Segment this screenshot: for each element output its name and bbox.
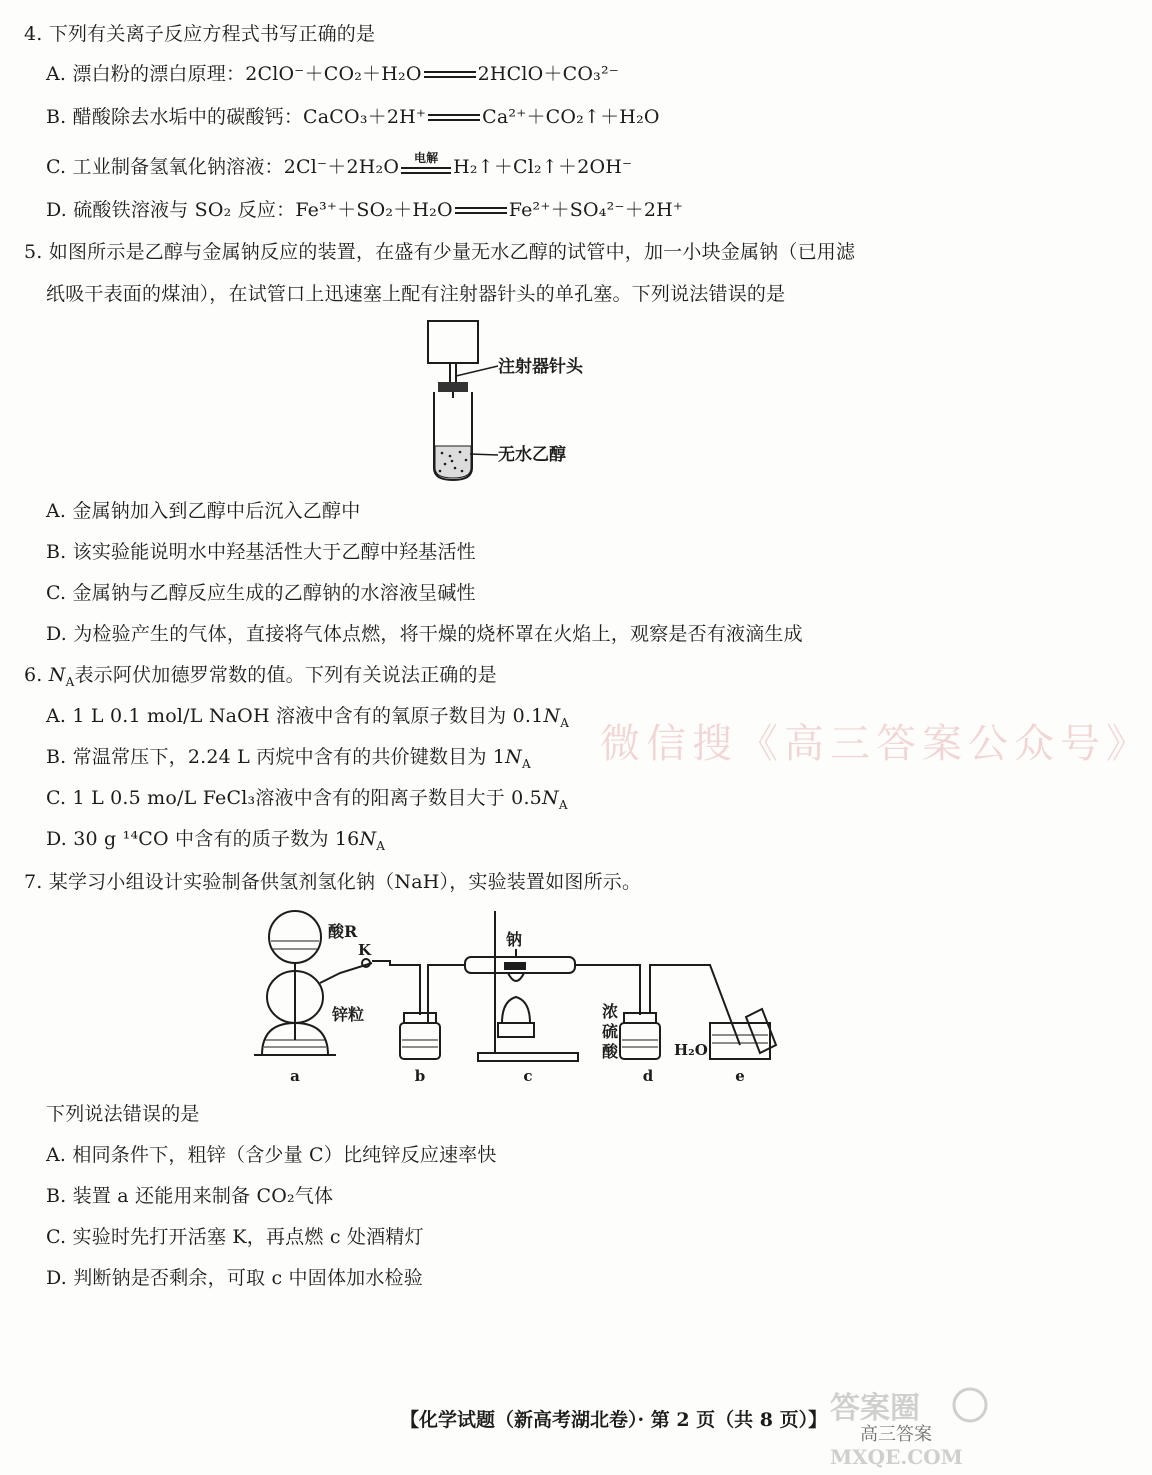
q7-option-a: A. 相同条件下，粗锌（含少量 C）比纯锌反应速率快: [46, 1144, 497, 1166]
q5-option-c: C. 金属钠与乙醇反应生成的乙醇钠的水溶液呈碱性: [46, 582, 476, 604]
equals-sign: [455, 204, 507, 218]
na-subscript: A: [558, 797, 568, 812]
ethanol-leader: [470, 454, 498, 455]
q4-c-label: C. 工业制备氢氧化钠溶液：: [46, 156, 284, 178]
flame: [508, 973, 524, 981]
bottle-b-liquid: [402, 1040, 438, 1047]
q7-option-b: B. 装置 a 还能用来制备 CO₂气体: [46, 1185, 334, 1207]
q5-option-d: D. 为检验产生的气体，直接将气体点燃，将干燥的烧杯罩在火焰上，观察是否有液滴生成: [46, 623, 803, 645]
na-subscript: A: [560, 715, 570, 730]
tube-a-b: [372, 961, 420, 1015]
q4-c-lhs: 2Cl⁻＋2H₂O: [283, 156, 400, 178]
alcohol-lamp: [502, 997, 530, 1023]
bottle-b: [400, 1023, 440, 1059]
label-conc-3: 酸: [602, 1042, 619, 1061]
q6-option-d: [46, 827, 385, 851]
q6-option-a: [46, 704, 569, 728]
electrolysis-condition: 电解: [413, 151, 439, 165]
q6-a-text: A. 1 L 0.1 mol/L NaOH 溶液中含有的氧原子数目为 0.1: [46, 705, 544, 727]
na-symbol: N: [543, 705, 561, 727]
label-ethanol: 无水乙醇: [498, 445, 566, 465]
q4-b-label: B. 醋酸除去水垢中的碳酸钙：: [46, 106, 304, 128]
label-h2o: H₂O: [674, 1041, 708, 1059]
needle-leader: [456, 366, 498, 376]
q6-option-c: [46, 786, 568, 810]
q6-number: 6.: [24, 664, 43, 686]
corner-watermark-logo: [820, 1380, 995, 1470]
q7-option-c: C. 实验时先打开活塞 K，再点燃 c 处酒精灯: [46, 1226, 424, 1248]
page-footer: 【化学试题（新高考湖北卷）· 第 2 页（共 8 页）】: [400, 1409, 828, 1431]
condition-equals: [401, 151, 451, 178]
q4-option-d: [46, 198, 683, 222]
q5-stem-line1: 5. 如图所示是乙醇与金属钠反应的装置，在盛有少量无水乙醇的试管中，加一小块金属钠（已用滤: [24, 241, 856, 263]
label-sodium: 钠: [506, 930, 523, 949]
q6-stem: [24, 663, 497, 687]
q4-option-a: [46, 62, 619, 86]
corner-logo-text: 答案圈: [830, 1391, 920, 1426]
q6-stem-text: 表示阿伏加德罗常数的值。下列有关说法正确的是: [74, 664, 497, 686]
lamp-block: [498, 1023, 534, 1037]
q5-option-a: A. 金属钠加入到乙醇中后沉入乙醇中: [46, 500, 361, 522]
na-symbol: N: [505, 746, 522, 768]
q4-stem: 4. 下列有关离子反应方程式书写正确的是: [24, 23, 376, 45]
na-subscript: A: [65, 674, 75, 689]
stopper: [438, 382, 468, 392]
label-acid-r: 酸R: [328, 922, 358, 941]
q4-a-label: A. 漂白粉的漂白原理：: [46, 63, 246, 85]
nah-apparatus-figure: [240, 905, 790, 1090]
q4-a-rhs: 2HClO＋CO₃²⁻: [477, 63, 620, 85]
label-needle: 注射器针头: [498, 357, 583, 377]
corner-logo-circle: [954, 1389, 986, 1421]
equals-sign: [428, 111, 480, 125]
acid-lines: [271, 941, 319, 949]
q4-option-b: [46, 105, 660, 129]
label-k: K: [358, 941, 372, 959]
q4-d-label: D. 硫酸铁溶液与 SO₂ 反应：: [46, 199, 296, 221]
label-e: e: [735, 1067, 745, 1085]
q7-stem: 7. 某学习小组设计实验制备供氢剂氢化钠（NaH），实验装置如图所示。: [24, 871, 642, 893]
q4-option-c: [46, 151, 633, 179]
q7-sub-stem: 下列说法错误的是: [46, 1103, 200, 1125]
q4-b-rhs: Ca²⁺＋CO₂↑＋H₂O: [482, 106, 660, 128]
sodium-in-tube: [505, 963, 525, 969]
ring-stand-base: [478, 1053, 578, 1061]
label-a: a: [290, 1067, 300, 1085]
kipp-top-bulb: [269, 911, 321, 963]
label-conc-2: 硫: [602, 1022, 619, 1041]
trough-water: [712, 1035, 768, 1043]
q5-option-b: B. 该实验能说明水中羟基活性大于乙醇中羟基活性: [46, 541, 476, 563]
syringe-barrel: [428, 321, 478, 363]
ethanol-liquid: [435, 446, 471, 478]
label-d: d: [642, 1067, 654, 1085]
tube-d-e: [650, 965, 740, 1045]
q5-stem-line2: 纸吸干表面的煤油），在试管口上迅速塞上配有注射器针头的单孔塞。下列说法错误的是: [46, 283, 786, 305]
q4-a-lhs: 2ClO⁻＋CO₂＋H₂O: [245, 63, 422, 85]
corner-logo-sub: 高三答案: [860, 1424, 932, 1445]
bottle-d-liquid: [622, 1040, 658, 1047]
q4-b-lhs: CaCO₃＋2H⁺: [303, 106, 427, 128]
q6-c-text: C. 1 L 0.5 mo/L FeCl₃溶液中含有的阳离子数目大于 0.5: [46, 787, 542, 809]
tube-b-c: [428, 965, 465, 1013]
bottle-d: [620, 1023, 660, 1059]
base-liquid-lines: [264, 1040, 326, 1047]
q4-d-lhs: Fe³⁺＋SO₂＋H₂O: [295, 199, 453, 221]
na-subscript: A: [376, 838, 386, 853]
label-b: b: [414, 1067, 426, 1085]
na-symbol: N: [359, 828, 377, 850]
label-zinc: 锌粒: [332, 1005, 365, 1024]
ethanol-sodium-apparatus-figure: [410, 318, 610, 483]
q6-d-text: D. 30 g ¹⁴CO 中含有的质子数为 16: [46, 828, 360, 850]
na-symbol: N: [48, 664, 66, 686]
q4-d-rhs: Fe²⁺＋SO₄²⁻＋2H⁺: [508, 199, 684, 221]
equals-sign: [424, 68, 476, 82]
na-subscript: A: [522, 756, 531, 771]
corner-logo-url: MXQE.COM: [830, 1445, 963, 1469]
inverted-tube: [746, 1009, 776, 1053]
watermark: 微信搜《高三答案公众号》: [600, 721, 1152, 767]
q6-option-b: [46, 745, 531, 769]
q7-option-d: D. 判断钠是否剩余，可取 c 中固体加水检验: [46, 1267, 423, 1289]
label-conc-1: 浓: [602, 1002, 619, 1021]
label-c: c: [523, 1067, 533, 1085]
q6-b-text: B. 常温常压下，2.24 L 丙烷中含有的共价键数目为 1: [46, 746, 506, 768]
na-symbol: N: [541, 787, 559, 809]
q4-c-rhs: H₂↑＋Cl₂↑＋2OH⁻: [453, 156, 633, 178]
